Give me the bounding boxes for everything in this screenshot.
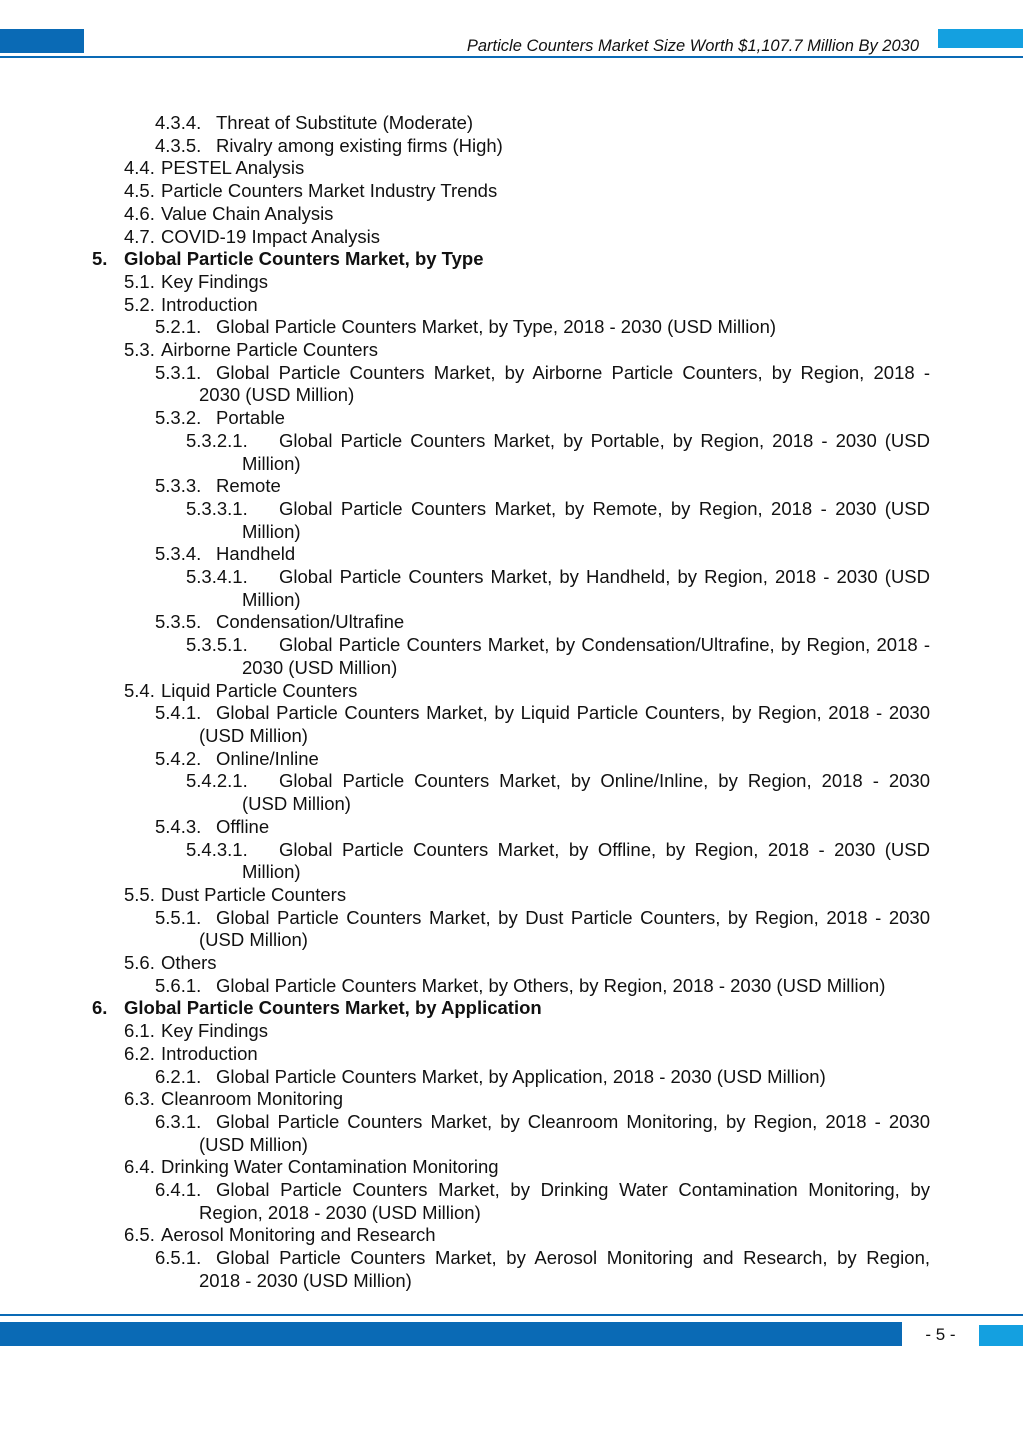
toc-entry-text: Liquid Particle Counters (161, 679, 358, 701)
toc-entry-number: 6.5.1. (155, 1247, 202, 1269)
toc-entry (0, 1224, 1023, 1247)
toc-entry-text: Airborne Particle Counters (161, 339, 378, 361)
toc-entry-number: 4.5. (124, 180, 155, 202)
toc-entry-number: 5.3.5. (155, 611, 202, 633)
toc-entry-number: 6.2.1. (155, 1065, 202, 1087)
toc-entry-number: 5.3.5.1. (186, 634, 248, 656)
toc-entry-text: Threat of Substitute (Moderate) (216, 112, 474, 133)
toc-entry (0, 543, 1023, 566)
toc-entry-text: Global Particle Counters Market, by Cleanroom Monitoring, by Region, 2018 - 2030 (USD Million) (199, 1110, 930, 1155)
toc-entry (0, 362, 1023, 407)
toc-entry-text: Global Particle Counters Market, by Airborne Particle Counters, by Region, 2018 - 2030 (USD Million) (199, 361, 930, 406)
toc-entry-number: 6.2. (124, 1042, 155, 1064)
toc-entry-text: Others (161, 952, 217, 974)
toc-entry-text: Key Findings (161, 270, 268, 292)
toc-entry-number: 6.4.1. (155, 1179, 202, 1201)
toc-entry-text: Cleanroom Monitoring (161, 1088, 344, 1110)
header-title: Particle Counters Market Size Worth $1,107.7 Million By 2030 (466, 37, 919, 55)
toc-entry-text: Portable (216, 407, 285, 429)
toc-entry-number: 4.6. (124, 202, 155, 224)
toc-entry-number: 5.4.2.1. (186, 770, 248, 792)
toc-entry (0, 1247, 1023, 1292)
toc-entry-number: 6.3. (124, 1088, 155, 1110)
header-right-accent-bar (938, 29, 1023, 48)
toc-entry (0, 1020, 1023, 1043)
toc-entry (0, 1043, 1023, 1066)
toc-entry-text: Global Particle Counters Market, by Liquid Particle Counters, by Region, 2018 - 2030 (USD Million) (199, 702, 930, 746)
toc-entry (0, 839, 1023, 884)
toc-entry (0, 997, 1023, 1020)
toc-entry (0, 157, 1023, 180)
toc-entry (0, 180, 1023, 203)
toc-entry (0, 475, 1023, 498)
toc-entry-number: 5.3.2. (155, 407, 202, 429)
toc-entry (0, 952, 1023, 975)
toc-entry-number: 5.3. (124, 339, 155, 361)
toc-entry (0, 112, 1023, 135)
toc-entry-text: COVID-19 Impact Analysis (161, 225, 380, 247)
toc-entry-number: 5.3.2.1. (186, 429, 248, 451)
toc-entry-number: 5. (92, 248, 108, 270)
toc-entry-number: 6.5. (124, 1224, 155, 1246)
toc-entry-text: Global Particle Counters Market, by Online/Inline, by Region, 2018 - 2030 (USD Million) (242, 770, 930, 815)
toc-entry-number: 6. (92, 997, 108, 1019)
toc-entry (0, 226, 1023, 249)
toc-entry-number: 5.2. (124, 293, 155, 315)
toc-entry (0, 634, 1023, 679)
toc-entry-text: Drinking Water Contamination Monitoring (161, 1156, 499, 1178)
toc-entry-number: 6.1. (124, 1020, 155, 1042)
toc-entry (0, 680, 1023, 703)
toc-entry (0, 430, 1023, 475)
toc-entry (0, 135, 1023, 158)
toc-entry (0, 975, 1023, 998)
toc-entry-text: Introduction (161, 1042, 258, 1064)
toc-entry-number: 5.3.1. (155, 361, 202, 383)
toc-entry-text: Global Particle Counters Market, by Aerosol Monitoring and Research, by Region, 2018 - 2030 (USD Million) (199, 1247, 930, 1291)
toc-entry (0, 884, 1023, 907)
toc-entry (0, 907, 1023, 952)
toc-entry (0, 611, 1023, 634)
toc-entry-number: 5.2.1. (155, 316, 202, 338)
toc-entry-text: Global Particle Counters Market, by Others, by Region, 2018 - 2030 (USD Million) (216, 974, 886, 996)
toc-entry-text: Global Particle Counters Market, by Dust Particle Counters, by Region, 2018 - 2030 (USD Million) (199, 906, 930, 951)
footer-left-accent-bar (0, 1322, 902, 1346)
toc-entry-text: Aerosol Monitoring and Research (161, 1224, 436, 1246)
toc-entry-number: 4.4. (124, 157, 155, 179)
toc-entry-text: PESTEL Analysis (161, 157, 305, 179)
toc-entry-text: Global Particle Counters Market, by Condensation/Ultrafine, by Region, 2018 - 2030 (USD Million) (242, 634, 930, 678)
toc-entry-text: Rivalry among existing firms (High) (216, 134, 503, 156)
toc-entry (0, 203, 1023, 226)
toc-entry-number: 5.6.1. (155, 974, 202, 996)
footer-right-accent-bar (979, 1325, 1023, 1346)
toc-entry-text: Global Particle Counters Market, by Portable, by Region, 2018 - 2030 (USD Million) (242, 429, 930, 474)
toc-entry-text: Handheld (216, 543, 296, 565)
toc-entry-number: 5.1. (124, 270, 155, 292)
page-number: - 5 - (925, 1325, 956, 1344)
toc-entry-number: 6.3.1. (155, 1110, 202, 1132)
toc-entry-number: 5.4.1. (155, 702, 202, 724)
toc-entry (0, 498, 1023, 543)
toc-entry-number: 4.3.4. (155, 112, 202, 133)
toc-entry-number: 5.4. (124, 679, 155, 701)
toc-entry (0, 271, 1023, 294)
toc-entry-number: 6.4. (124, 1156, 155, 1178)
toc-entry-text: Offline (216, 815, 270, 837)
toc-entry-text: Global Particle Counters Market, by Type (124, 248, 484, 270)
toc-entry-text: Particle Counters Market Industry Trends (161, 180, 498, 202)
toc-entry (0, 770, 1023, 815)
toc-entry-text: Value Chain Analysis (161, 202, 334, 224)
toc-entry-text: Global Particle Counters Market, by Offline, by Region, 2018 - 2030 (USD Million) (242, 838, 930, 883)
toc-entry-text: Global Particle Counters Market, by Drinking Water Contamination Monitoring, by Region, 2018 - 2030 (USD Million) (199, 1179, 930, 1223)
toc-entry (0, 294, 1023, 317)
toc-entry (0, 1066, 1023, 1089)
toc-entry-text: Global Particle Counters Market, by Handheld, by Region, 2018 - 2030 (USD Million) (242, 566, 930, 610)
toc-entry-text: Dust Particle Counters (161, 883, 347, 905)
toc-entry-text: Global Particle Counters Market, by Remote, by Region, 2018 - 2030 (USD Million) (242, 497, 930, 542)
toc-entry (0, 1179, 1023, 1224)
toc-entry-text: Global Particle Counters Market, by Application (124, 997, 542, 1019)
toc-entry-text: Key Findings (161, 1020, 268, 1042)
toc-entry (0, 1111, 1023, 1156)
toc-entry-number: 4.3.5. (155, 134, 202, 156)
toc-entry (0, 1156, 1023, 1179)
toc-entry (0, 748, 1023, 771)
toc-entry-text: Online/Inline (216, 747, 319, 769)
toc-entry-text: Global Particle Counters Market, by Type, 2018 - 2030 (USD Million) (216, 316, 777, 338)
toc-entry-number: 5.5. (124, 883, 155, 905)
toc-entry (0, 407, 1023, 430)
toc-entry-text: Condensation/Ultrafine (216, 611, 405, 633)
toc-entry (0, 1088, 1023, 1111)
toc-entry (0, 566, 1023, 611)
toc-entry (0, 248, 1023, 271)
toc-entry-number: 5.4.3. (155, 815, 202, 837)
toc-entry-number: 5.4.3.1. (186, 838, 248, 860)
toc-entry-text: Remote (216, 475, 281, 497)
footer-rule (0, 1314, 1023, 1316)
toc-entry-number: 5.3.3. (155, 475, 202, 497)
toc-entry (0, 702, 1023, 747)
toc-entry-number: 5.4.2. (155, 747, 202, 769)
table-of-contents (0, 112, 1023, 1293)
toc-entry-number: 4.7. (124, 225, 155, 247)
toc-entry-number: 5.3.4.1. (186, 566, 248, 588)
toc-entry (0, 316, 1023, 339)
toc-entry-number: 5.6. (124, 952, 155, 974)
toc-entry-number: 5.5.1. (155, 906, 202, 928)
toc-entry (0, 816, 1023, 839)
toc-entry (0, 339, 1023, 362)
toc-entry-text: Introduction (161, 293, 258, 315)
header-left-accent-bar (0, 29, 84, 53)
toc-entry-text: Global Particle Counters Market, by Application, 2018 - 2030 (USD Million) (216, 1065, 826, 1087)
toc-entry-number: 5.3.4. (155, 543, 202, 565)
toc-entry-number: 5.3.3.1. (186, 497, 248, 519)
header-rule (0, 56, 1023, 58)
